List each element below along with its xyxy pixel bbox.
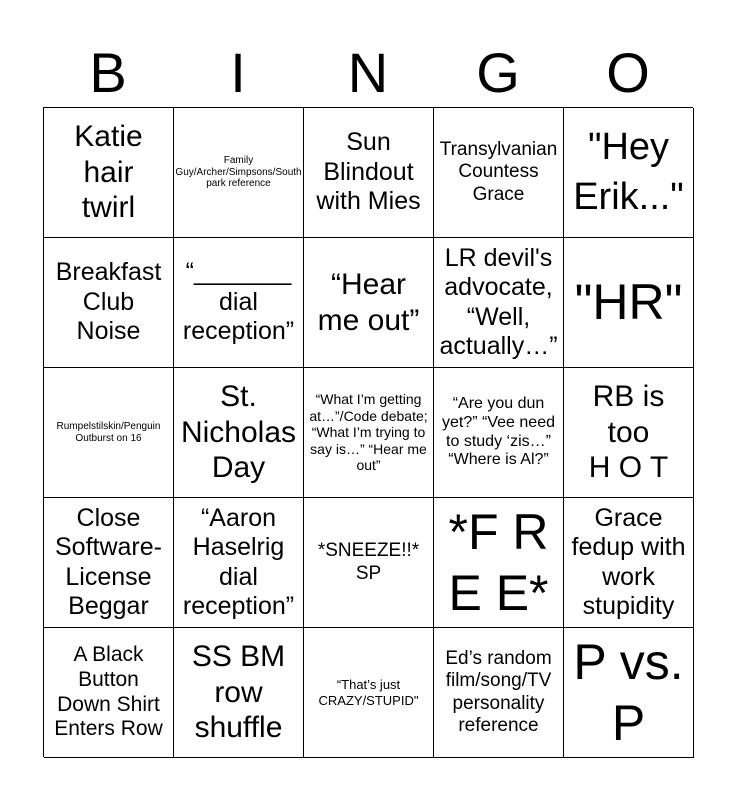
bingo-cell[interactable]: *SNEEZE!!* SP [304,498,434,628]
bingo-cell[interactable]: Ed’s random film/song/TV personality reference [434,628,564,758]
bingo-cell[interactable]: RB is too H O T [564,368,694,498]
bingo-cell[interactable]: “Are you dun yet?” “Vee need to study ‘zis…” “Where is Al?” [434,368,564,498]
bingo-cell[interactable]: Rumpelstilskin/Penguin Outburst on 16 [44,368,174,498]
header-letter-i: I [230,41,246,104]
bingo-cell[interactable]: “Aaron Haselrig dial reception” [174,498,304,628]
bingo-cell[interactable]: Katie hair twirl [44,108,174,238]
bingo-cell[interactable]: St. Nicholas Day [174,368,304,498]
bingo-cell[interactable]: "Hey Erik..." [564,108,694,238]
bingo-cell[interactable]: A Black Button Down Shirt Enters Row [44,628,174,758]
bingo-cell[interactable]: SS BM row shuffle [174,628,304,758]
bingo-cell[interactable]: Sun Blindout with Mies [304,108,434,238]
bingo-cell[interactable]: Family Guy/Archer/Simpsons/South park reference [174,108,304,238]
bingo-cell[interactable]: P vs. P [564,628,694,758]
bingo-cell[interactable]: Breakfast Club Noise [44,238,174,368]
bingo-cell[interactable]: Transylvanian Countess Grace [434,108,564,238]
bingo-cell[interactable]: Close Software- License Beggar [44,498,174,628]
bingo-card-grid [43,107,693,757]
bingo-cell[interactable]: “That’s just CRAZY/STUPID" [304,628,434,758]
free-space-cell[interactable]: *F R E E* [434,498,564,628]
header-letter-n: N [347,41,389,104]
header-letter-g: G [476,41,520,104]
bingo-header [43,40,693,106]
bingo-cell[interactable]: “_______ dial reception” [174,238,304,368]
bingo-cell[interactable]: Grace fedup with work stupidity [564,498,694,628]
header-letter-b: B [89,41,127,104]
bingo-cell[interactable]: LR devil's advocate, “Well, actually…” [434,238,564,368]
bingo-cell[interactable]: “What I’m getting at…”/Code debate; “What I’m trying to say is…” “Hear me out” [304,368,434,498]
bingo-cell[interactable]: "HR" [564,238,694,368]
header-letter-o: O [606,41,650,104]
bingo-cell[interactable]: “Hear me out” [304,238,434,368]
